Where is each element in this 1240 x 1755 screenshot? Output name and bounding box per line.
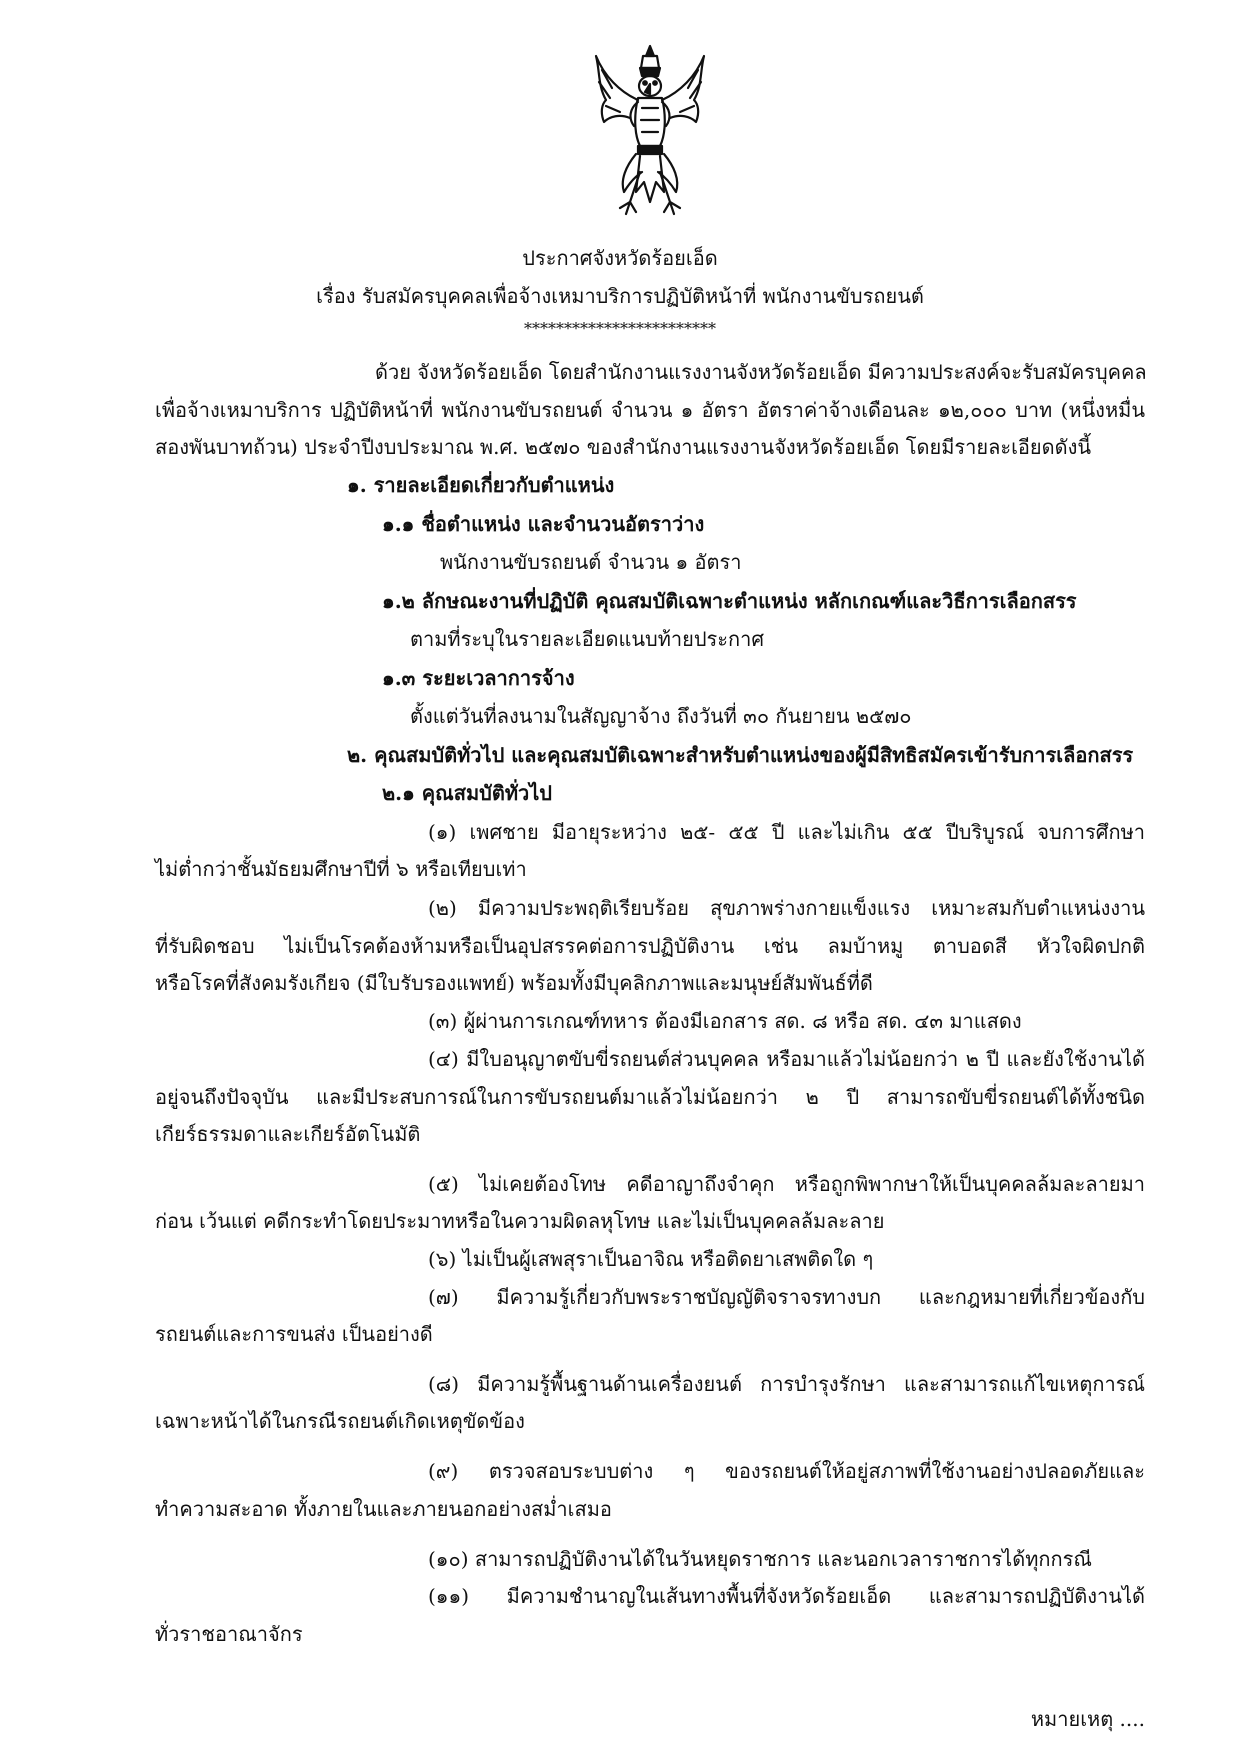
- list-item-1-line-1: (๑) เพศชาย มีอายุระหว่าง ๒๕- ๕๕ ปี และไม่เกิน ๕๕ ปีบริบูรณ์ จบการศึกษา: [428, 820, 1145, 844]
- section-2-1-heading: ๒.๑ คุณสมบัติทั่วไป: [382, 781, 552, 805]
- section-1-2-text: ตามที่ระบุในรายละเอียดแนบท้ายประกาศ: [410, 627, 765, 651]
- intro-line-2: เพื่อจ้างเหมาบริการ ปฏิบัติหน้าที่ พนักงานขับรถยนต์ จำนวน ๑ อัตรา อัตราค่าจ้างเดือนละ ๑๒,๐๐๐ บาท (หนึ่งหมื่น: [155, 398, 1145, 422]
- list-item-1-line-2: ไม่ต่ำกว่าชั้นมัธยมศึกษาปีที่ ๖ หรือเทียบเท่า: [155, 857, 527, 881]
- section-2-heading: ๒. คุณสมบัติทั่วไป และคุณสมบัติเฉพาะสำหรับตำแหน่งของผู้มีสิทธิสมัครเข้ารับการเลือกสรร: [347, 743, 1134, 767]
- section-1-heading: ๑. รายละเอียดเกี่ยวกับตำแหน่ง: [347, 473, 615, 497]
- list-item-4-line-1: (๔) มีใบอนุญาตขับขี่รถยนต์ส่วนบุคคล หรือมาแล้วไม่น้อยกว่า ๒ ปี และยังใช้งานได้: [428, 1047, 1145, 1071]
- list-item-10-line-1: (๑๐) สามารถปฏิบัติงานได้ในวันหยุดราชการ และนอกเวลาราชการได้ทุกกรณี: [428, 1547, 1092, 1571]
- list-item-5-line-1: (๕) ไม่เคยต้องโทษ คดีอาญาถึงจำคุก หรือถูกพิพากษาให้เป็นบุคคลล้มละลายมา: [428, 1172, 1145, 1196]
- list-item-7-line-2: รถยนต์และการขนส่ง เป็นอย่างดี: [155, 1322, 433, 1346]
- list-item-6-line-1: (๖) ไม่เป็นผู้เสพสุราเป็นอาจิณ หรือติดยาเสพติดใด ๆ: [428, 1247, 874, 1271]
- list-item-2-line-1: (๒) มีความประพฤติเรียบร้อย สุขภาพร่างกายแข็งแรง เหมาะสมกับตำแหน่งงาน: [428, 896, 1145, 920]
- section-1-2-heading: ๑.๒ ลักษณะงานที่ปฏิบัติ คุณสมบัติเฉพาะตำแหน่ง หลักเกณฑ์และวิธีการเลือกสรร: [382, 589, 1077, 613]
- section-1-1-heading: ๑.๑ ชื่อตำแหน่ง และจำนวนอัตราว่าง: [382, 512, 705, 536]
- list-item-2-line-3: หรือโรคที่สังคมรังเกียจ (มีใบรับรองแพทย์) พร้อมทั้งมีบุคลิกภาพและมนุษย์สัมพันธ์ที่ดี: [155, 971, 873, 995]
- list-item-7-line-1: (๗) มีความรู้เกี่ยวกับพระราชบัญญัติจราจรทางบก และกฎหมายที่เกี่ยวข้องกับ: [428, 1285, 1145, 1309]
- list-item-4-line-2: อยู่จนถึงปัจจุบัน และมีประสบการณ์ในการขับรถยนต์มาแล้วไม่น้อยกว่า ๒ ปี สามารถขับขี่รถยนต์ได้ทั้งชนิด: [155, 1085, 1145, 1109]
- continuation-note: หมายเหตุ ....: [1030, 1707, 1145, 1731]
- intro-line-1: ด้วย จังหวัดร้อยเอ็ด โดยสำนักงานแรงงานจังหวัดร้อยเอ็ด มีความประสงค์จะรับสมัครบุคคล: [375, 360, 1147, 384]
- intro-line-3: สองพันบาทถ้วน) ประจำปีงบประมาณ พ.ศ. ๒๕๗๐ ของสำนักงานแรงงานจังหวัดร้อยเอ็ด โดยมีรายละเอียดดังนี้: [155, 435, 1092, 459]
- list-item-11-line-2: ทั่วราชอาณาจักร: [155, 1622, 303, 1646]
- list-item-3-line-1: (๓) ผู้ผ่านการเกณฑ์ทหาร ต้องมีเอกสาร สด. ๘ หรือ สด. ๔๓ มาแสดง: [428, 1009, 1022, 1033]
- section-1-3-text: ตั้งแต่วันที่ลงนามในสัญญาจ้าง ถึงวันที่ ๓๐ กันยายน ๒๕๗๐: [410, 704, 912, 728]
- section-1-3-heading: ๑.๓ ระยะเวลาการจ้าง: [382, 666, 575, 690]
- garuda-emblem-icon: [590, 42, 710, 220]
- list-item-5-line-2: ก่อน เว้นแต่ คดีกระทำโดยประมาทหรือในความผิดลหุโทษ และไม่เป็นบุคคลล้มละลาย: [155, 1209, 885, 1233]
- list-item-8-line-1: (๘) มีความรู้พื้นฐานด้านเครื่องยนต์ การบำรุงรักษา และสามารถแก้ไขเหตุการณ์: [428, 1372, 1145, 1396]
- list-item-4-line-3: เกียร์ธรรมดาและเกียร์อัตโนมัติ: [155, 1122, 421, 1146]
- list-item-9-line-1: (๙) ตรวจสอบระบบต่าง ๆ ของรถยนต์ให้อยู่สภาพที่ใช้งานอย่างปลอดภัยและ: [428, 1459, 1145, 1483]
- list-item-9-line-2: ทำความสะอาด ทั้งภายในและภายนอกอย่างสม่ำเสมอ: [155, 1497, 612, 1521]
- list-item-8-line-2: เฉพาะหน้าได้ในกรณีรถยนต์เกิดเหตุขัดข้อง: [155, 1409, 525, 1433]
- list-item-11-line-1: (๑๑) มีความชำนาญในเส้นทางพื้นที่จังหวัดร้อยเอ็ด และสามารถปฏิบัติงานได้: [428, 1584, 1145, 1608]
- document-subject: เรื่อง รับสมัครบุคคลเพื่อจ้างเหมาบริการปฏิบัติหน้าที่ พนักงานขับรถยนต์: [316, 284, 924, 308]
- title-separator: ************************: [524, 319, 716, 338]
- section-1-1-text: พนักงานขับรถยนต์ จำนวน ๑ อัตรา: [440, 550, 742, 574]
- document-title: ประกาศจังหวัดร้อยเอ็ด: [522, 246, 718, 270]
- list-item-2-line-2: ที่รับผิดชอบ ไม่เป็นโรคต้องห้ามหรือเป็นอุปสรรคต่อการปฏิบัติงาน เช่น ลมบ้าหมู ตาบอดสี หัวใจผิดปกติ: [155, 934, 1145, 958]
